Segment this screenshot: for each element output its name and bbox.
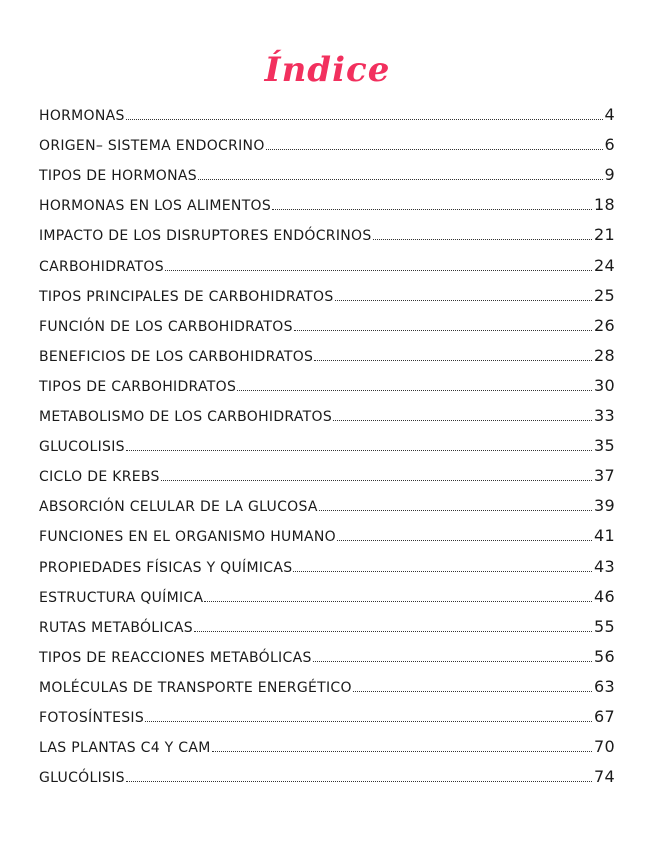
toc-entry-title: LAS PLANTAS C4 Y CAM bbox=[39, 740, 211, 757]
toc-entry-page-number: 39 bbox=[594, 496, 615, 516]
dot-leader bbox=[314, 360, 592, 361]
dot-leader bbox=[198, 179, 603, 180]
toc-entry-title: GLUCOLISIS bbox=[39, 439, 125, 456]
toc-entry-page-number: 26 bbox=[594, 315, 615, 335]
toc-entry-page-number: 28 bbox=[594, 345, 615, 365]
table-of-contents bbox=[39, 96, 615, 788]
toc-entry-title: TIPOS DE REACCIONES METABÓLICAS bbox=[39, 649, 312, 666]
toc-entry bbox=[39, 367, 615, 397]
toc-entry-page-number: 6 bbox=[604, 135, 615, 155]
toc-entry-page-number: 41 bbox=[594, 526, 615, 546]
toc-entry bbox=[39, 186, 615, 216]
toc-entry-page-number: 56 bbox=[594, 646, 615, 666]
toc-entry-title: TIPOS PRINCIPALES DE CARBOHIDRATOS bbox=[39, 288, 334, 305]
dot-leader bbox=[373, 239, 592, 240]
toc-entry-title: MOLÉCULAS DE TRANSPORTE ENERGÉTICO bbox=[39, 679, 352, 696]
toc-entry-page-number: 24 bbox=[594, 255, 615, 275]
toc-entry-title: RUTAS METABÓLICAS bbox=[39, 619, 193, 636]
page-title: Índice bbox=[264, 50, 391, 90]
dot-leader bbox=[165, 270, 592, 271]
toc-entry-title: BENEFICIOS DE LOS CARBOHIDRATOS bbox=[39, 348, 314, 365]
toc-entry bbox=[39, 397, 615, 427]
toc-entry-title: GLUCÓLISIS bbox=[39, 770, 125, 787]
toc-entry-title: TIPOS DE CARBOHIDRATOS bbox=[39, 378, 237, 395]
dot-leader bbox=[353, 691, 592, 692]
toc-entry-title: PROPIEDADES FÍSICAS Y QUÍMICAS bbox=[39, 559, 293, 576]
toc-entry-page-number: 35 bbox=[594, 436, 615, 456]
toc-entry bbox=[39, 96, 615, 126]
dot-leader bbox=[126, 119, 603, 120]
toc-entry bbox=[39, 608, 615, 638]
toc-entry bbox=[39, 246, 615, 276]
toc-entry-page-number: 33 bbox=[594, 406, 615, 426]
dot-leader bbox=[313, 661, 592, 662]
toc-entry-page-number: 4 bbox=[604, 105, 615, 125]
toc-entry-title: METABOLISMO DE LOS CARBOHIDRATOS bbox=[39, 409, 333, 426]
toc-entry-page-number: 18 bbox=[594, 195, 615, 215]
toc-entry-title: FUNCIÓN DE LOS CARBOHIDRATOS bbox=[39, 318, 293, 335]
toc-entry bbox=[39, 457, 615, 487]
toc-entry-page-number: 67 bbox=[594, 706, 615, 726]
toc-entry bbox=[39, 638, 615, 668]
dot-leader bbox=[333, 420, 592, 421]
toc-entry-page-number: 63 bbox=[594, 676, 615, 696]
toc-entry-page-number: 43 bbox=[594, 556, 615, 576]
toc-entry bbox=[39, 578, 615, 608]
dot-leader bbox=[194, 631, 592, 632]
dot-leader bbox=[337, 540, 592, 541]
toc-entry-title: CARBOHIDRATOS bbox=[39, 258, 164, 275]
toc-entry-title: HORMONAS bbox=[39, 108, 125, 125]
toc-entry-title: IMPACTO DE LOS DISRUPTORES ENDÓCRINOS bbox=[39, 228, 372, 245]
dot-leader bbox=[266, 149, 603, 150]
toc-entry bbox=[39, 728, 615, 758]
toc-entry bbox=[39, 517, 615, 547]
toc-entry bbox=[39, 277, 615, 307]
toc-entry-title: HORMONAS EN LOS ALIMENTOS bbox=[39, 198, 272, 215]
toc-entry-page-number: 9 bbox=[604, 165, 615, 185]
toc-entry-title: ORIGEN– SISTEMA ENDOCRINO bbox=[39, 138, 265, 155]
toc-entry-title: TIPOS DE HORMONAS bbox=[39, 168, 197, 185]
toc-entry-page-number: 30 bbox=[594, 375, 615, 395]
dot-leader bbox=[335, 300, 592, 301]
dot-leader bbox=[319, 510, 592, 511]
toc-entry bbox=[39, 547, 615, 577]
toc-entry-title: FUNCIONES EN EL ORGANISMO HUMANO bbox=[39, 529, 336, 546]
toc-entry-page-number: 46 bbox=[594, 586, 615, 606]
dot-leader bbox=[145, 721, 592, 722]
toc-entry-title: ABSORCIÓN CELULAR DE LA GLUCOSA bbox=[39, 499, 318, 516]
toc-entry-page-number: 21 bbox=[594, 225, 615, 245]
dot-leader bbox=[293, 571, 592, 572]
toc-entry bbox=[39, 216, 615, 246]
toc-entry-page-number: 55 bbox=[594, 616, 615, 636]
dot-leader bbox=[294, 330, 592, 331]
toc-entry bbox=[39, 698, 615, 728]
toc-entry bbox=[39, 156, 615, 186]
toc-entry bbox=[39, 758, 615, 788]
dot-leader bbox=[126, 781, 592, 782]
toc-entry bbox=[39, 126, 615, 156]
toc-entry-page-number: 37 bbox=[594, 466, 615, 486]
toc-entry-title: CICLO DE KREBS bbox=[39, 469, 160, 486]
toc-entry-page-number: 74 bbox=[594, 767, 615, 787]
toc-entry bbox=[39, 337, 615, 367]
toc-entry bbox=[39, 307, 615, 337]
dot-leader bbox=[237, 390, 592, 391]
dot-leader bbox=[126, 450, 592, 451]
toc-entry bbox=[39, 427, 615, 457]
dot-leader bbox=[204, 601, 592, 602]
toc-entry-page-number: 25 bbox=[594, 285, 615, 305]
toc-entry-page-number: 70 bbox=[594, 737, 615, 757]
toc-entry-title: FOTOSÍNTESIS bbox=[39, 709, 145, 726]
toc-entry-title: ESTRUCTURA QUÍMICA bbox=[39, 589, 204, 606]
dot-leader bbox=[212, 751, 592, 752]
dot-leader bbox=[161, 480, 592, 481]
dot-leader bbox=[272, 209, 592, 210]
toc-entry bbox=[39, 487, 615, 517]
toc-entry bbox=[39, 668, 615, 698]
